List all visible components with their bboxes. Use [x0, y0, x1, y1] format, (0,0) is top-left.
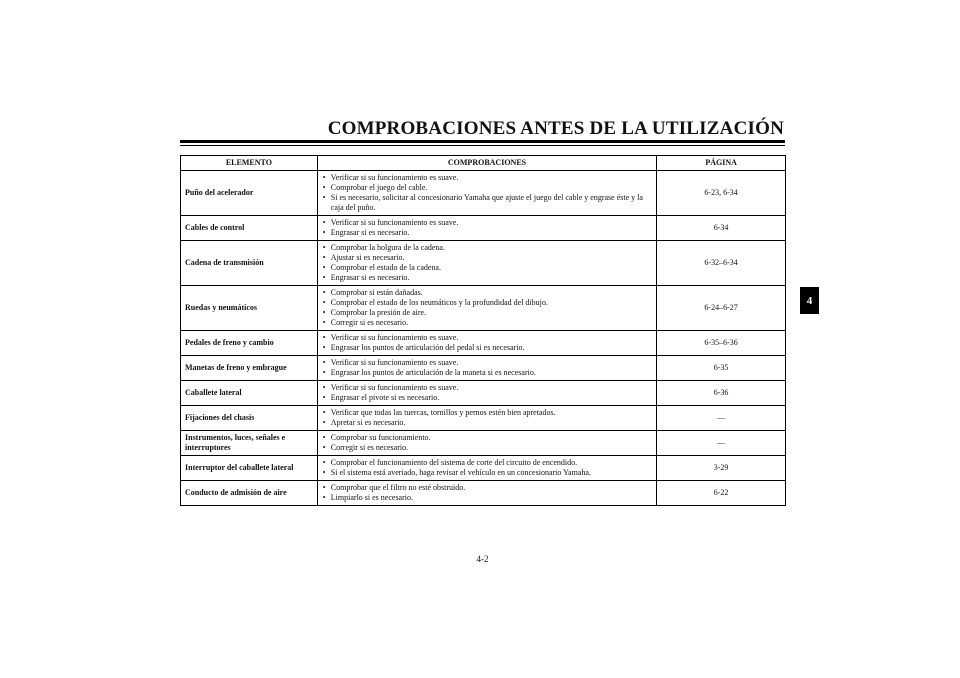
checks-cell	[317, 406, 656, 431]
check-item: • Engrasar los puntos de articulación de la maneta si es necesario.	[322, 368, 652, 378]
checks-cell	[317, 356, 656, 381]
check-item: • Ajustar si es necesario.	[322, 253, 652, 263]
table-row	[181, 406, 786, 431]
element-cell: Cables de control	[181, 216, 318, 241]
page-cell: 3-29	[657, 456, 786, 481]
check-item: • Comprobar si están dañadas.	[322, 288, 652, 298]
check-item: • Engrasar si es necesario.	[322, 228, 652, 238]
page-cell: 6-32–6-34	[657, 241, 786, 286]
check-item: • Engrasar los puntos de articulación del pedal si es necesario.	[322, 343, 652, 353]
page-cell: 6-35	[657, 356, 786, 381]
check-item: • Corregir si es necesario.	[322, 318, 652, 328]
check-item: • Comprobar el juego del cable.	[322, 183, 652, 193]
check-item: • Apretar si es necesario.	[322, 418, 652, 428]
check-item: • Limpiarlo si es necesario.	[322, 493, 652, 503]
checks-cell	[317, 216, 656, 241]
check-item: • Comprobar el estado de los neumáticos y la profundidad del dibujo.	[322, 298, 652, 308]
element-cell: Interruptor del caballete lateral	[181, 456, 318, 481]
section-tab: 4	[800, 287, 819, 314]
table-row	[181, 286, 786, 331]
checks-list	[322, 458, 652, 478]
check-item: • Si el sistema está averiado, haga revisar el vehículo en un concesionario Yamaha.	[322, 468, 652, 478]
page-cell: 6-36	[657, 381, 786, 406]
check-item: • Verificar si su funcionamiento es suave.	[322, 173, 652, 183]
header-page: PÁGINA	[657, 156, 786, 171]
table-row	[181, 456, 786, 481]
check-item: • Engrasar si es necesario.	[322, 273, 652, 283]
check-item: • Comprobar la holgura de la cadena.	[322, 243, 652, 253]
page-number: 4-2	[476, 554, 489, 564]
check-item: • Comprobar que el filtro no esté obstruido.	[322, 483, 652, 493]
check-item: • Verificar si su funcionamiento es suave.	[322, 358, 652, 368]
check-item: • Comprobar la presión de aire.	[322, 308, 652, 318]
checks-cell	[317, 431, 656, 456]
page-cell: 6-34	[657, 216, 786, 241]
checks-cell	[317, 241, 656, 286]
checks-cell	[317, 171, 656, 216]
element-cell: Conducto de admisión de aire	[181, 481, 318, 506]
table-row	[181, 481, 786, 506]
title-rule-thin	[180, 145, 785, 146]
check-item: • Verificar si su funcionamiento es suave.	[322, 218, 652, 228]
table-row	[181, 171, 786, 216]
checks-cell	[317, 331, 656, 356]
header-checks: COMPROBACIONES	[317, 156, 656, 171]
checks-list	[322, 358, 652, 378]
title-rule-thick	[180, 140, 785, 143]
checks-cell	[317, 456, 656, 481]
check-item: • Corregir si es necesario.	[322, 443, 652, 453]
table-row	[181, 356, 786, 381]
checks-list	[322, 433, 652, 453]
table-row	[181, 431, 786, 456]
table-row	[181, 381, 786, 406]
table-row	[181, 241, 786, 286]
page-cell: 6-22	[657, 481, 786, 506]
element-cell: Manetas de freno y embrague	[181, 356, 318, 381]
check-item: • Si es necesario, solicitar al concesionario Yamaha que ajuste el juego del cable y engrase éste y la caja del puño.	[322, 193, 652, 213]
page-cell: 6-23, 6-34	[657, 171, 786, 216]
table-row	[181, 216, 786, 241]
checks-list	[322, 408, 652, 428]
element-cell: Instrumentos, luces, señales e interruptores	[181, 431, 318, 456]
element-cell: Ruedas y neumáticos	[181, 286, 318, 331]
check-item: • Verificar que todas las tuercas, tornillos y pernos estén bien apretados.	[322, 408, 652, 418]
table-row	[181, 331, 786, 356]
page-cell: 6-24–6-27	[657, 286, 786, 331]
checks-list	[322, 288, 652, 328]
check-item: • Engrasar el pivote si es necesario.	[322, 393, 652, 403]
element-cell: Cadena de transmisión	[181, 241, 318, 286]
table-body	[181, 171, 786, 506]
element-cell: Fijaciones del chasis	[181, 406, 318, 431]
check-item: • Verificar si su funcionamiento es suave.	[322, 333, 652, 343]
page-cell: —	[657, 431, 786, 456]
checks-list	[322, 173, 652, 213]
element-cell: Caballete lateral	[181, 381, 318, 406]
checks-list	[322, 218, 652, 238]
checks-cell	[317, 381, 656, 406]
header-element: ELEMENTO	[181, 156, 318, 171]
page-title: COMPROBACIONES ANTES DE LA UTILIZACIÓN	[327, 118, 784, 139]
checks-cell	[317, 286, 656, 331]
page-cell: 6-35–6-36	[657, 331, 786, 356]
check-item: • Comprobar el estado de la cadena.	[322, 263, 652, 273]
check-item: • Comprobar el funcionamiento del sistema de corte del circuito de encendido.	[322, 458, 652, 468]
checks-list	[322, 383, 652, 403]
checks-list	[322, 483, 652, 503]
checks-cell	[317, 481, 656, 506]
checks-list	[322, 243, 652, 283]
check-item: • Comprobar su funcionamiento.	[322, 433, 652, 443]
checks-list	[322, 333, 652, 353]
page-cell: —	[657, 406, 786, 431]
table-header-row	[181, 156, 786, 171]
check-item: • Verificar si su funcionamiento es suave.	[322, 383, 652, 393]
element-cell: Pedales de freno y cambio	[181, 331, 318, 356]
element-cell: Puño del acelerador	[181, 171, 318, 216]
checks-table	[180, 155, 786, 506]
